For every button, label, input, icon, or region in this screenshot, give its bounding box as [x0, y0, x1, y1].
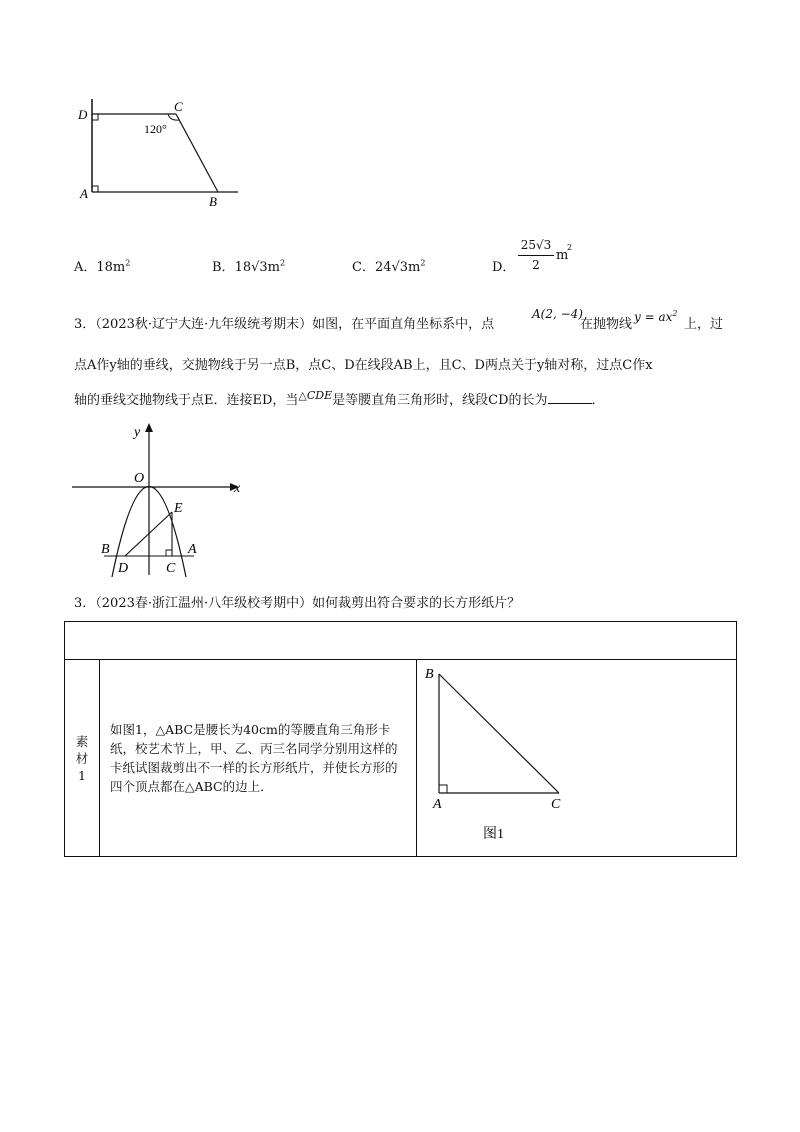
side-label-cell: 素 材 1 [65, 660, 100, 857]
figure-parabola [68, 420, 253, 580]
fraction: 25√3 2 [518, 238, 554, 272]
table-header-row [65, 622, 737, 660]
figure-trapezoid [70, 95, 250, 210]
label-y: y [134, 425, 141, 440]
right-angle-mark-c [166, 550, 172, 556]
q3b-line: 3．（2023春·浙江温州·八年级校考期中）如何裁剪出符合要求的长方形纸片？ [74, 596, 521, 611]
label-a: A [433, 797, 442, 812]
y-axis-arrow [145, 423, 153, 432]
label-x: x [234, 481, 241, 496]
label-c: C [551, 797, 561, 812]
right-angle-mark [439, 785, 447, 793]
side-bc [439, 674, 559, 793]
label-d: D [118, 561, 129, 576]
label-a: A [80, 186, 88, 201]
material-table [64, 621, 737, 857]
option-b: B．$18√3m^2$ [212, 258, 286, 275]
slanted-side [176, 114, 218, 192]
label-d: D [78, 107, 88, 122]
q3a-line2: 点A作y轴的垂线，交抛物线于另一点B，点C、D在线段AB上，且C、D两点关于y轴对称，过点C作x [74, 358, 653, 373]
q3a-line1: 3．（2023秋·辽宁大连·九年级统考期末）如图，在平面直角坐标系中，点 [74, 317, 495, 332]
label-c: C [174, 99, 183, 114]
label-angle: 120° [144, 122, 167, 136]
label-b: B [101, 542, 110, 557]
figure-cell [417, 660, 737, 857]
option-a: A．$18m^2$ [74, 258, 131, 275]
right-angle-mark-d [92, 114, 98, 120]
q3a-on-parabola: 在抛物线 [580, 317, 633, 332]
figure-caption: 图1 [483, 827, 504, 842]
q3a-line3: 轴的垂线交抛物线于点E．连接ED，当$^{\triangle CDE}$是等腰直角三角形时，线段CD的长为 ． [74, 389, 605, 408]
answer-blank[interactable] [548, 391, 592, 404]
table-header-cell [65, 622, 737, 660]
label-b: B [209, 194, 217, 209]
label-e: E [174, 501, 183, 516]
option-c: C．$24√3m^2$ [352, 258, 426, 275]
figure-right-triangle [417, 660, 735, 856]
label-a: A [188, 542, 197, 557]
material-text: 如图1，△ABC是腰长为40cm的等腰直角三角形卡纸，校艺术节上，甲、乙、丙三名同学分别用这样的卡纸试图裁剪出不一样的长方形纸片，并使长方形的四个顶点都在△ABC的边上． [110, 722, 398, 794]
label-c: C [166, 561, 176, 576]
q3a-line1-end: 上，过 [684, 317, 724, 332]
label-b: B [425, 667, 434, 682]
table-row [65, 660, 737, 857]
q3a-parabola-eq: $y = ax^2$ [634, 309, 678, 324]
q3a-point: A(2, −4) [532, 307, 583, 321]
label-o: O [134, 471, 145, 486]
right-angle-mark-a [92, 186, 98, 192]
material-text-cell [100, 660, 417, 857]
